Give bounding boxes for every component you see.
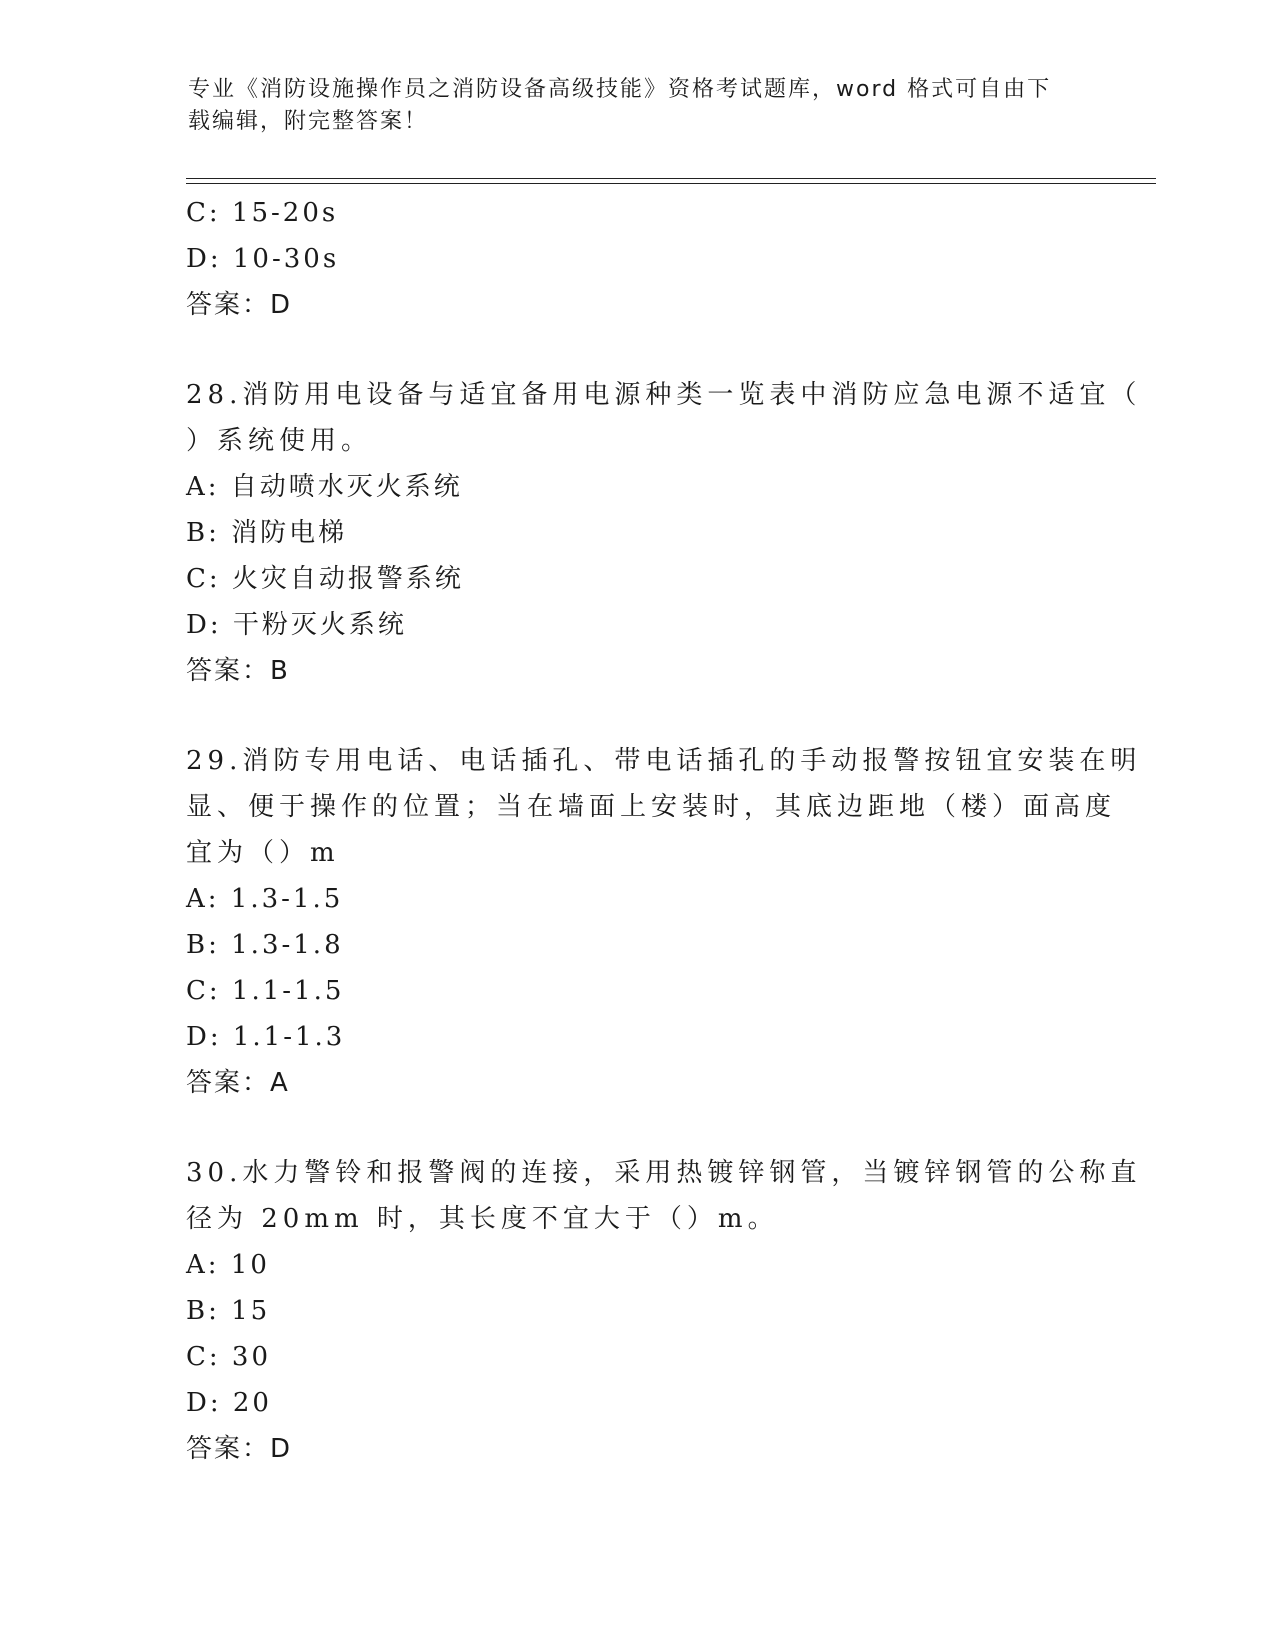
option-c: C: 1.1-1.5	[186, 976, 345, 1006]
question-stem: 显、便于操作的位置；当在墙面上安装时，其底边距地（楼）面高度	[186, 792, 1117, 822]
header-line-1: 专业《消防设施操作员之消防设备高级技能》资格考试题库，word 格式可自由下	[188, 77, 1052, 102]
question-stem: ）系统使用。	[186, 426, 373, 456]
option-a: A: 自动喷水灭火系统	[186, 472, 463, 502]
option-b: B: 消防电梯	[186, 518, 348, 548]
option-a: A: 1.3-1.5	[186, 884, 344, 914]
option-b: B: 1.3-1.8	[186, 930, 344, 960]
option-d: D: 10-30s	[186, 244, 340, 274]
option-c: C: 15-20s	[186, 198, 339, 228]
option-d: D: 20	[186, 1388, 272, 1418]
answer: 答案：D	[186, 290, 293, 320]
header-divider-top	[186, 178, 1156, 179]
option-d: D: 1.1-1.3	[186, 1022, 346, 1052]
question-stem: 28.消防用电设备与适宜备用电源种类一览表中消防应急电源不适宜（	[186, 380, 1142, 410]
answer: 答案：D	[186, 1434, 293, 1464]
question-stem: 30.水力警铃和报警阀的连接，采用热镀锌钢管，当镀锌钢管的公称直	[186, 1158, 1142, 1188]
question-stem: 29.消防专用电话、电话插孔、带电话插孔的手动报警按钮宜安装在明	[186, 746, 1142, 776]
question-30	[186, 1150, 1142, 1472]
header-divider-bottom	[186, 183, 1156, 184]
option-c: C: 火灾自动报警系统	[186, 564, 464, 594]
option-d: D: 干粉灭火系统	[186, 610, 407, 640]
option-b: B: 15	[186, 1296, 271, 1326]
answer: 答案：A	[186, 1068, 290, 1098]
option-a: A: 10	[186, 1250, 270, 1280]
option-c: C: 30	[186, 1342, 272, 1372]
question-27-tail	[186, 190, 1086, 328]
question-29	[186, 738, 1142, 1106]
question-28	[186, 372, 1142, 694]
question-stem: 宜为（）m	[186, 838, 340, 868]
header-line-2: 载编辑，附完整答案！	[188, 109, 429, 134]
question-list	[186, 190, 1142, 1472]
question-stem: 径为 20mm 时，其长度不宜大于（）m。	[186, 1204, 779, 1234]
answer: 答案：B	[186, 656, 290, 686]
document-header	[188, 74, 1068, 138]
